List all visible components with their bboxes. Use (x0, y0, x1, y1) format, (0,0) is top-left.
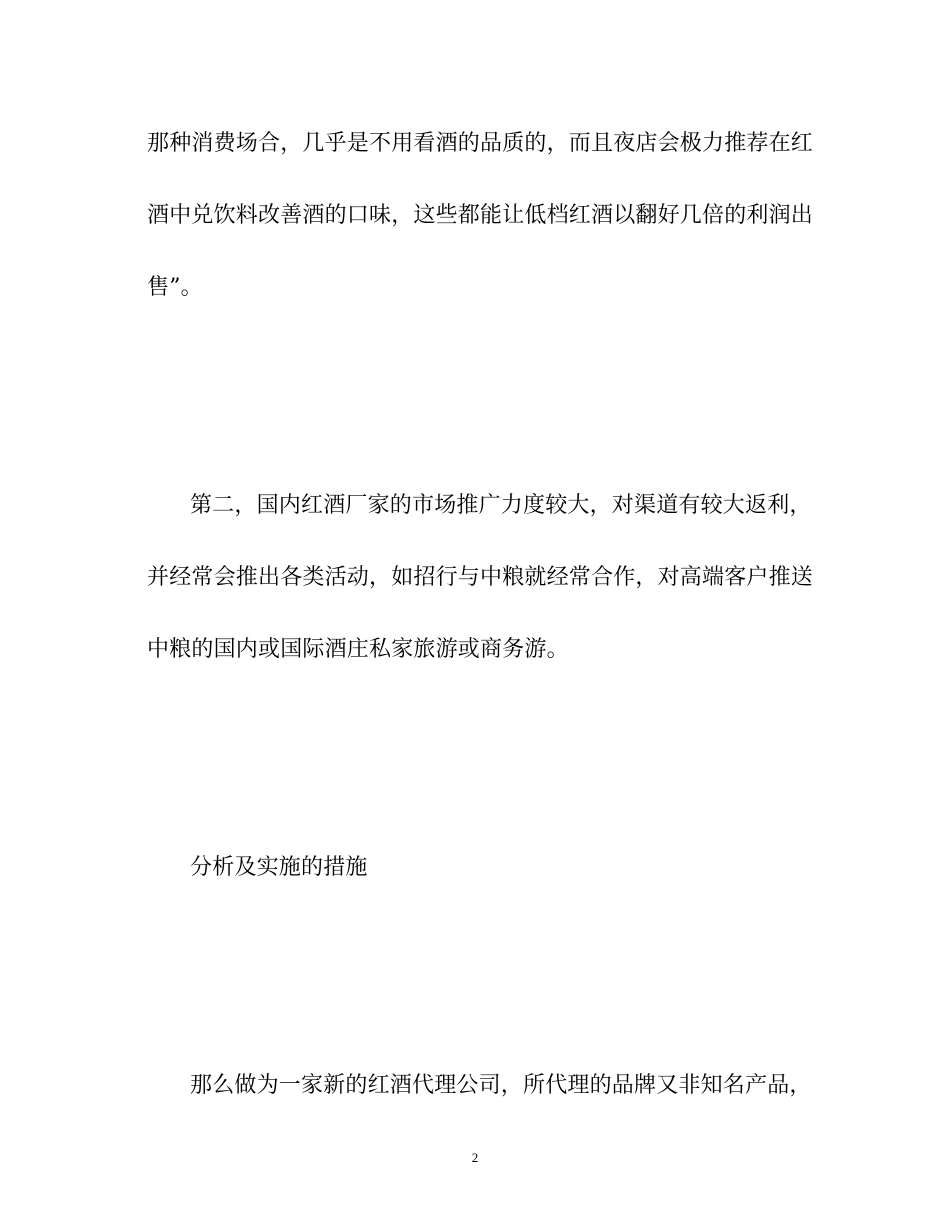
paragraph-4-line-1: 那么做为一家新的红酒代理公司，所代理的品牌又非知名产品， (190, 1073, 812, 1098)
paragraph-2-line-2: 并经常会推出各类活动，如招行与中粮就经常合作，对高端客户推送 (147, 565, 814, 590)
paragraph-2-line-1: 第二，国内红酒厂家的市场推广力度较大，对渠道有较大返利， (190, 493, 812, 518)
paragraph-1-line-2: 酒中兑饮料改善酒的口味，这些都能让低档红酒以翻好几倍的利润出 (147, 203, 814, 228)
section-heading: 分析及实施的措施 (190, 855, 368, 880)
paragraph-1-line-1: 那种消费场合，几乎是不用看酒的品质的，而且夜店会极力推荐在红 (147, 131, 814, 156)
paragraph-2-line-3: 中粮的国内或国际酒庄私家旅游或商务游。 (147, 637, 569, 662)
paragraph-1-line-3: 售”。 (147, 275, 203, 300)
page-number: 2 (471, 1150, 479, 1165)
